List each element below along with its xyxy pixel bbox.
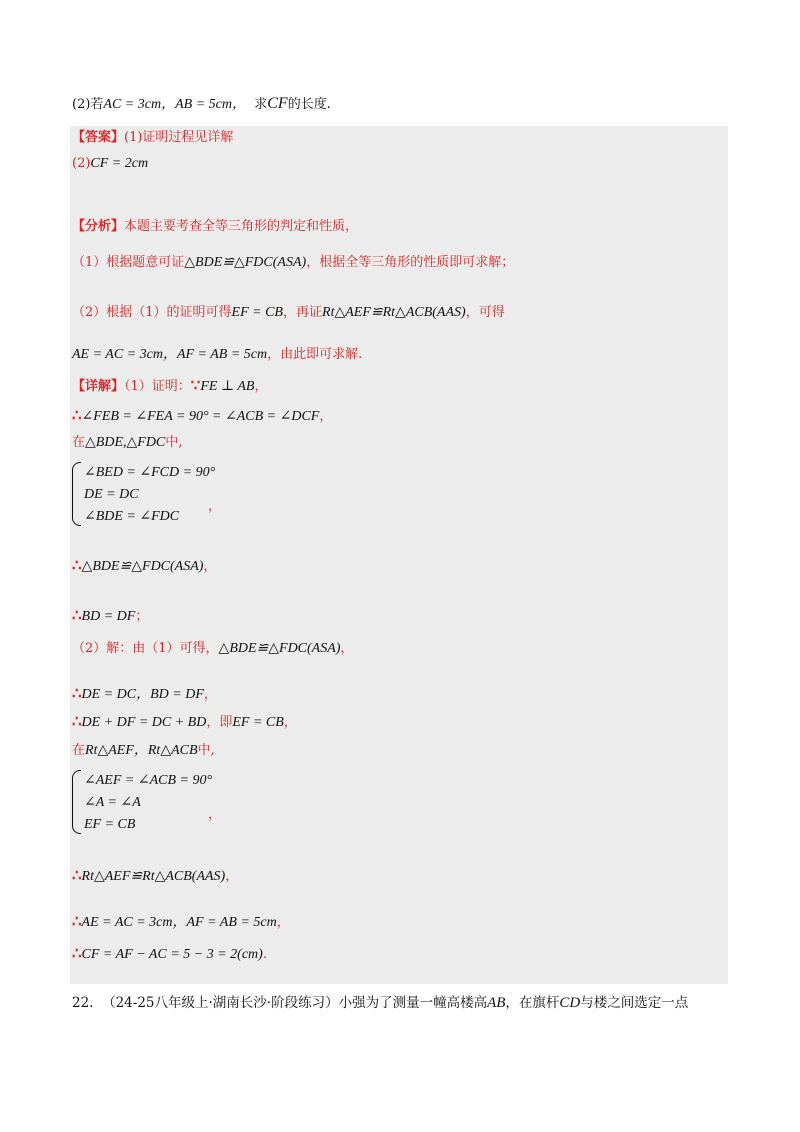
analysis-congruence-1: △BDE≌△FDC(ASA) — [184, 255, 307, 270]
system-2-comma: ， — [208, 807, 222, 822]
answer-label: 【答案】 — [72, 130, 125, 145]
left-brace — [72, 462, 81, 526]
question-suffix: 的长度. — [287, 97, 331, 112]
detail-line-8: ∴DE + DF = DC + BD，即EF = CB， — [72, 712, 297, 730]
detail-line-6: （2）解：由（1）可得，△BDE≌△FDC(ASA)， — [72, 641, 354, 656]
left-brace — [72, 770, 81, 834]
system-row: ∠BDE = ∠FDC — [84, 509, 180, 524]
detail-line-3: 在△BDE,△FDC中, — [72, 435, 183, 450]
because-symbol: ∵ — [190, 376, 201, 394]
condition-ab: AB = 5cm， — [175, 97, 246, 112]
therefore-symbol: ∴ — [72, 406, 82, 424]
equation-system-2 — [72, 770, 292, 836]
question-22-line: 22. （24-25八年级上·湖南长沙·阶段练习）小强为了测量一幢高楼高AB，在旗杆CD与楼之间选定一点 — [72, 995, 689, 1011]
system-row: EF = CB — [84, 817, 136, 832]
detail-line-9: 在Rt△AEF，Rt△ACB中, — [72, 743, 215, 758]
system-row: DE = DC — [84, 487, 139, 502]
system-row: ∠A = ∠A — [84, 795, 141, 810]
condition-ac: AC = 3cm， — [103, 97, 176, 112]
system-row: ∠AEF = ∠ACB = 90° — [84, 773, 213, 788]
detail-line-1: 【详解】（1）证明：∵FE ⊥ AB， — [72, 376, 268, 394]
detail-line-11: ∴AE = AC = 3cm，AF = AB = 5cm， — [72, 912, 290, 930]
detail-line-7: ∴DE = DC，BD = DF， — [72, 684, 217, 702]
answer-line-1 — [72, 129, 233, 147]
analysis-line-3: （2）根据（1）的证明可得EF = CB，再证Rt△AEF≌Rt△ACB(AAS)，可得 — [72, 305, 505, 320]
equation-system-1 — [72, 462, 292, 528]
answer-line-2 — [72, 155, 148, 173]
answer-part2-prefix: (2) — [72, 156, 91, 171]
question-target: CF — [267, 95, 288, 112]
detail-line-12: ∴CF = AF − AC = 5 − 3 = 2(cm). — [72, 944, 267, 962]
question-prefix: (2)若 — [72, 97, 104, 112]
detail-line-5: ∴BD = DF； — [72, 606, 149, 624]
question-2-line — [72, 95, 331, 114]
detail-line-4: ∴△BDE≌△FDC(ASA)， — [72, 556, 217, 574]
analysis-intro: 本题主要考查全等三角形的判定和性质， — [124, 219, 359, 234]
system-row: ∠BED = ∠FCD = 90° — [84, 465, 216, 480]
final-result: CF = AF − AC = 5 − 3 = 2(cm) — [81, 947, 263, 962]
analysis-line-2: （1）根据题意可证△BDE≌△FDC(ASA)，根据全等三角形的性质即可求解； — [72, 255, 515, 270]
question-number: 22. — [72, 995, 94, 1011]
detail-line-2: ∴∠FEB = ∠FEA = 90° = ∠ACB = ∠DCF， — [72, 406, 333, 424]
detail-line-10: ∴Rt△AEF≌Rt△ACB(AAS)， — [72, 866, 239, 884]
analysis-congruence-2: Rt△AEF≌Rt△ACB(AAS) — [322, 305, 466, 320]
analysis-line-1 — [72, 218, 358, 236]
analysis-line-4: AE = AC = 3cm，AF = AB = 5cm，由此即可求解. — [72, 347, 363, 362]
question-source: （24-25八年级上·湖南长沙·阶段练习） — [102, 995, 339, 1011]
system-1-comma: ， — [208, 499, 222, 514]
answer-part2-math: CF = 2cm — [90, 156, 149, 171]
answer-part1: (1)证明过程见详解 — [124, 130, 234, 145]
analysis-label: 【分析】 — [72, 219, 125, 234]
question-ask: 求 — [254, 97, 268, 112]
detail-label: 【详解】 — [72, 379, 125, 394]
